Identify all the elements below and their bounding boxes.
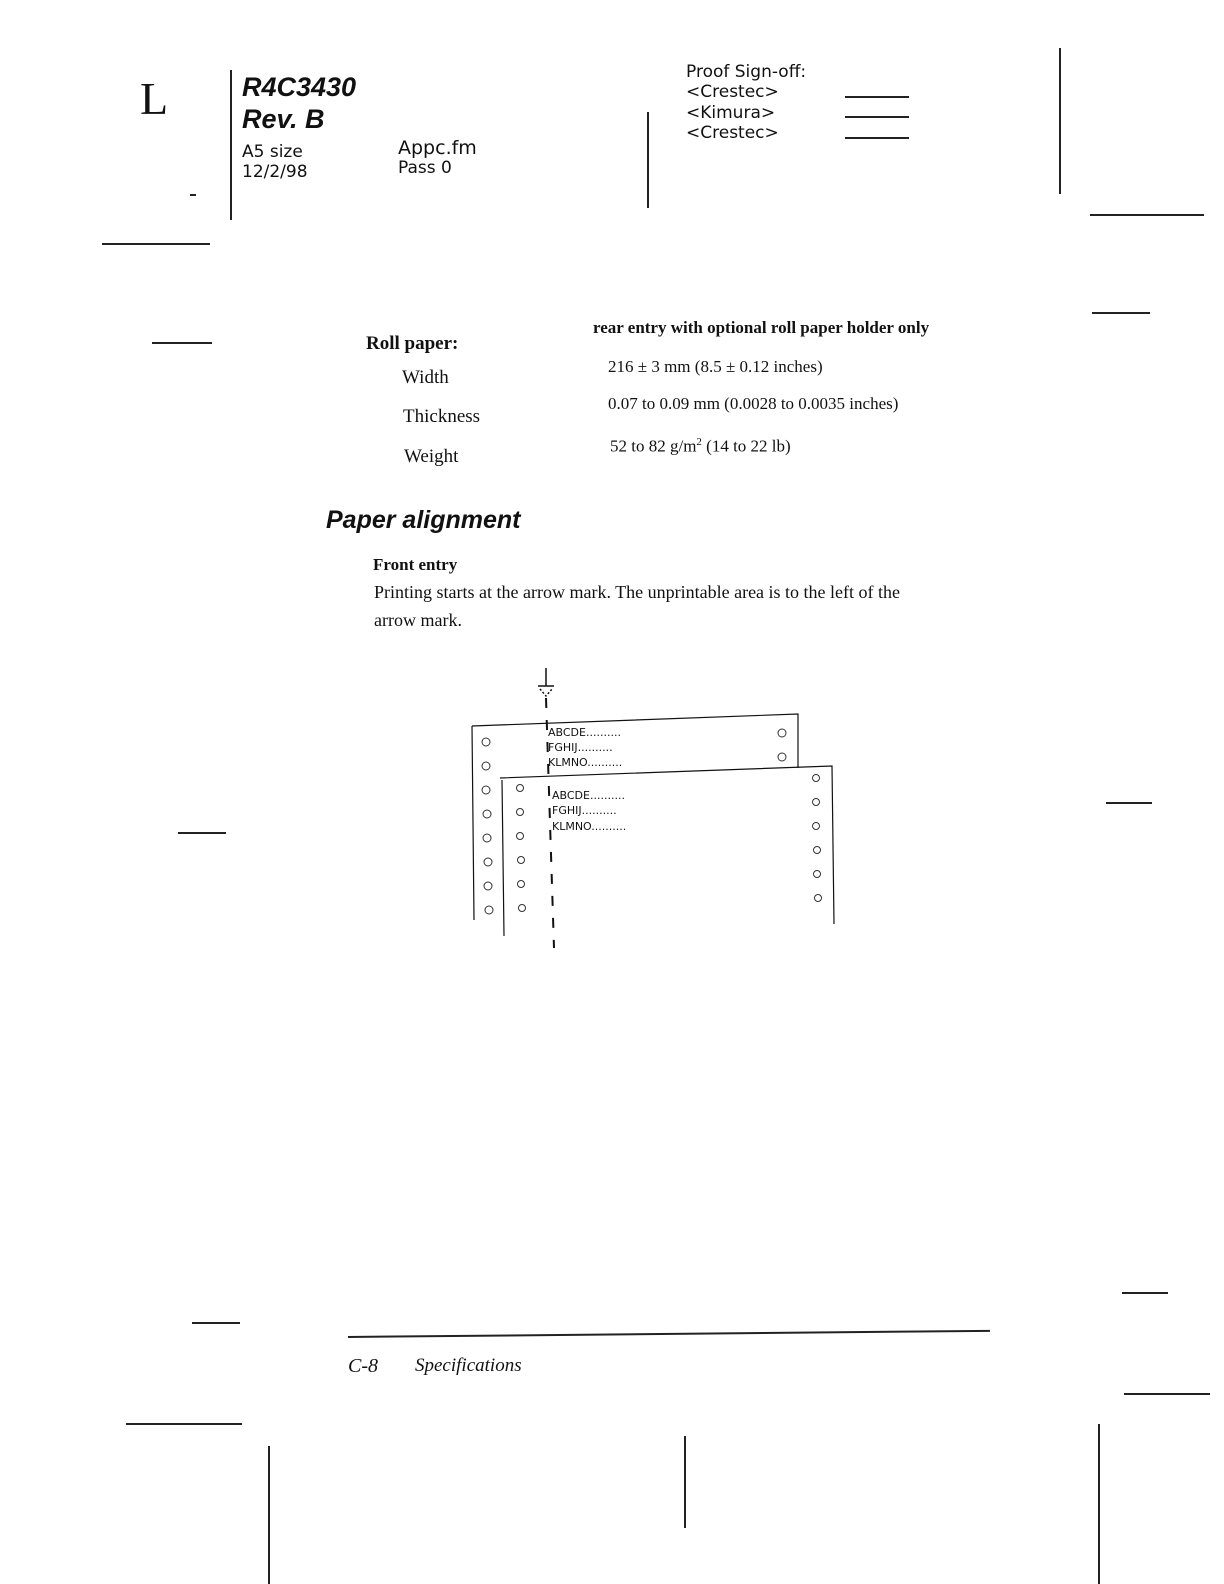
footer-page-number: C-8 — [348, 1355, 378, 1377]
weight-value-suffix: (14 to 22 lb) — [701, 436, 791, 456]
footer-chapter-title: Specifications — [415, 1355, 522, 1376]
weight-value-superscript: 2 — [696, 436, 702, 448]
crop-mark — [126, 1423, 242, 1425]
file-name: Appc.fm — [398, 137, 477, 159]
paper-size: A5 size — [242, 142, 303, 162]
crop-mark — [192, 1322, 240, 1324]
crop-mark — [1122, 1292, 1168, 1294]
back-sheet-text-line: ABCDE.......... — [548, 726, 621, 739]
front-paper-sheet — [500, 766, 834, 924]
signoff-name: <Crestec> — [686, 82, 779, 102]
footer-rule — [348, 1330, 990, 1338]
paragraph-line: Printing starts at the arrow mark. The unprintable area is to the left of the — [374, 582, 901, 602]
spec-label-thickness: Thickness — [403, 406, 481, 427]
paragraph-line: arrow mark. — [374, 610, 462, 630]
roll-paper-note: rear entry with optional roll paper holder only — [593, 318, 930, 337]
spec-value-weight — [610, 436, 791, 457]
section-title: Paper alignment — [326, 506, 521, 534]
spec-value-width: 216 ± 3 mm (8.5 ± 0.12 inches) — [608, 357, 823, 376]
front-sheet-text-line: ABCDE.......... — [552, 789, 625, 802]
roll-paper-label: Roll paper: — [366, 333, 459, 354]
crop-mark — [1092, 312, 1150, 314]
front-sheet-text-line: FGHIJ.......... — [552, 804, 617, 817]
page-side-letter: L — [140, 73, 169, 124]
back-sheet-text-line: KLMNO.......... — [548, 756, 623, 769]
crop-mark — [178, 832, 226, 834]
document-date: 12/2/98 — [242, 162, 308, 182]
front-sheet-text-line: KLMNO.......... — [552, 820, 627, 833]
spec-label-width: Width — [402, 367, 449, 388]
header-divider-left — [230, 70, 232, 220]
weight-value-prefix: 52 to 82 g/m — [610, 436, 697, 456]
spec-value-thickness: 0.07 to 0.09 mm (0.0028 to 0.0035 inches) — [608, 394, 899, 413]
pass-number: Pass 0 — [398, 158, 452, 178]
crop-mark — [102, 243, 210, 245]
subheading: Front entry — [373, 555, 458, 574]
crop-mark — [1106, 802, 1152, 804]
paper-alignment-diagram — [460, 660, 850, 960]
header-divider-middle — [647, 112, 649, 208]
back-sheet-text-line: FGHIJ.......... — [548, 741, 613, 754]
arrow-mark-icon — [538, 668, 554, 696]
crop-mark — [1124, 1393, 1210, 1395]
signoff-line — [845, 116, 909, 118]
signoff-title: Proof Sign-off: — [686, 62, 807, 82]
crop-mark — [684, 1436, 686, 1528]
crop-mark — [152, 342, 212, 344]
spec-label-weight: Weight — [404, 446, 459, 467]
back-paper-sheet — [472, 714, 798, 936]
signoff-name: <Crestec> — [686, 123, 779, 143]
document-code: R4C3430 — [242, 72, 357, 102]
crop-mark — [190, 194, 196, 196]
crop-mark — [1098, 1424, 1100, 1584]
signoff-name: <Kimura> — [686, 103, 776, 123]
crop-mark — [268, 1446, 270, 1584]
signoff-line — [845, 96, 909, 98]
document-revision: Rev. B — [242, 104, 325, 134]
signoff-line — [845, 137, 909, 139]
back-sheet-feed-holes — [482, 729, 786, 914]
header-divider-right — [1059, 48, 1061, 194]
crop-mark — [1090, 214, 1204, 216]
